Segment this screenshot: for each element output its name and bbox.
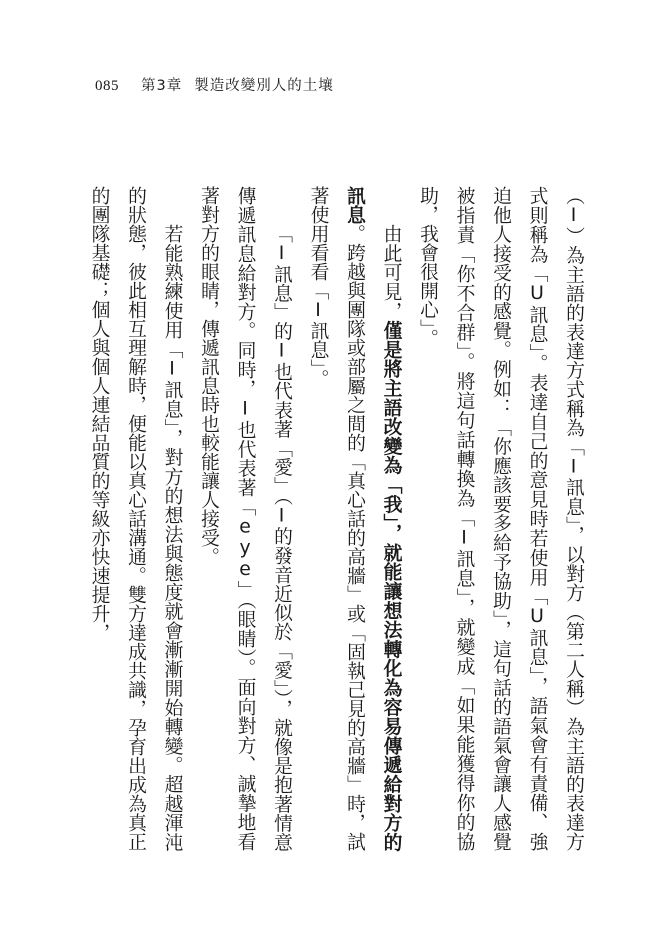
paragraph-3: 「I訊息」的I也代表著「愛」（I的發音近似於「愛」），就像是抱著情意傳遞訊息給對方。同時，I也代表著「eye」（眼睛）。面向對方、誠摯地看著對方的眼睛，傳遞訊息時也較能讓人接受。 — [198, 186, 292, 851]
paragraph-2-tail: 。跨越與團隊或部屬之間的「真心話的高牆」或「固執己見的高牆」時，試著使用看看「I訊息」。 — [307, 186, 365, 852]
paragraph-2-emphasis: 僅是將主語改變為「我」，就能讓想法轉化為容易傳遞給對方的訊息 — [344, 186, 402, 852]
paragraph-4: 若能熟練使用「I訊息」，對方的想法與態度就會漸漸開始轉變。超越渾沌的狀態，彼此相互理解時，便能以真心話溝通。雙方達成共識，孕育出成為真正的團隊基礎；個人與個人連結品質的等級亦快速提升， — [88, 186, 183, 851]
paragraph-1: （I）為主語的表達方式稱為「I訊息」，以對方（第二人稱）為主語的表達方式則稱為「U訊息」。表達自己的意見時若使用「U訊息」，語氣會有責備、強迫他人接受的感覺。例如：「你應該要多給予協助」，這句話的語氣會讓人感覺被指責「你不合群」。將這句話轉換為「I訊息」，就變成「如果能獲得你的協助，我會很開心」。 — [417, 186, 584, 851]
page-number: 085 — [95, 78, 119, 94]
chapter-label: 第3章 — [141, 78, 183, 94]
paragraph-2-lead: 由此可見， — [380, 223, 402, 321]
chapter-title: 製造改變別人的土壤 — [194, 78, 334, 94]
body-text — [80, 186, 591, 851]
page-header — [95, 74, 334, 98]
paragraph-2 — [299, 186, 409, 851]
chapter-heading — [141, 74, 334, 95]
